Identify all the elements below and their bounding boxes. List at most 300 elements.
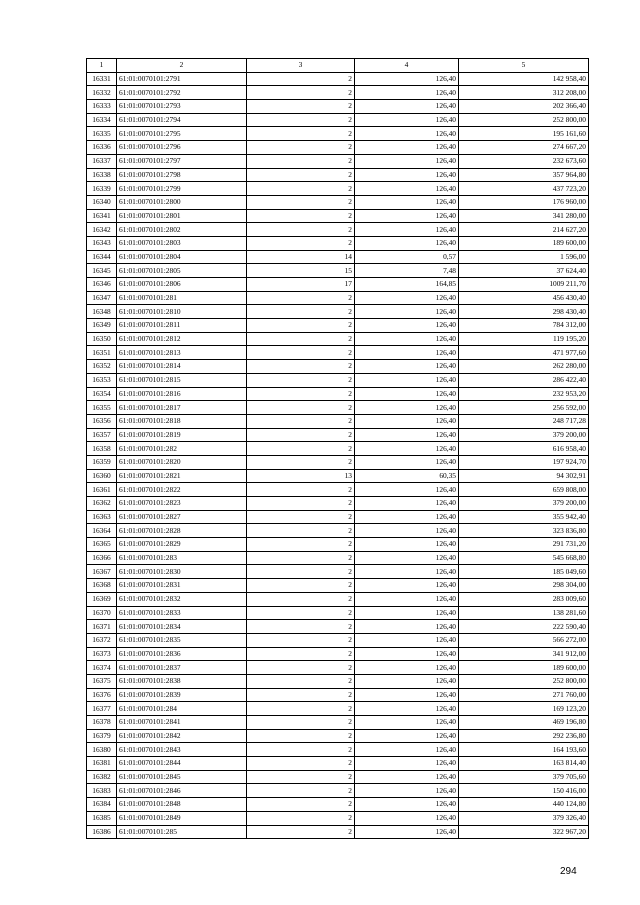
table-cell-col-1: 16347 <box>87 291 117 305</box>
table-cell-col-2: 61:01:0070101:2820 <box>117 455 247 469</box>
table-cell-col-1: 16354 <box>87 387 117 401</box>
table-cell-col-3: 2 <box>247 592 355 606</box>
table-cell-col-5: 357 964,80 <box>459 168 589 182</box>
table-cell-col-4: 126,40 <box>355 442 459 456</box>
table-row <box>87 633 589 647</box>
table-cell-col-5: 469 196,80 <box>459 716 589 730</box>
table-cell-col-2: 61:01:0070101:2811 <box>117 319 247 333</box>
table-cell-col-3: 2 <box>247 633 355 647</box>
table-cell-col-2: 61:01:0070101:2804 <box>117 250 247 264</box>
table-cell-col-5: 202 366,40 <box>459 100 589 114</box>
table-cell-col-1: 16384 <box>87 798 117 812</box>
table-cell-col-5: 323 836,80 <box>459 524 589 538</box>
table-cell-col-4: 126,40 <box>355 127 459 141</box>
table-body <box>87 72 589 839</box>
table-cell-col-2: 61:01:0070101:2821 <box>117 469 247 483</box>
table-cell-col-2: 61:01:0070101:2843 <box>117 743 247 757</box>
table-cell-col-4: 126,40 <box>355 100 459 114</box>
table-row <box>87 469 589 483</box>
table-cell-col-1: 16349 <box>87 319 117 333</box>
table-cell-col-2: 61:01:0070101:2830 <box>117 565 247 579</box>
table-cell-col-5: 232 953,20 <box>459 387 589 401</box>
table-cell-col-4: 126,40 <box>355 113 459 127</box>
table-cell-col-3: 2 <box>247 770 355 784</box>
table-cell-col-5: 659 808,00 <box>459 483 589 497</box>
table-row <box>87 455 589 469</box>
table-cell-col-3: 2 <box>247 319 355 333</box>
table-cell-col-1: 16377 <box>87 702 117 716</box>
table-cell-col-5: 222 590,40 <box>459 620 589 634</box>
table-cell-col-4: 126,40 <box>355 168 459 182</box>
table-cell-col-1: 16386 <box>87 825 117 839</box>
table-cell-col-4: 126,40 <box>355 414 459 428</box>
table-cell-col-1: 16381 <box>87 757 117 771</box>
table-cell-col-1: 16364 <box>87 524 117 538</box>
table-cell-col-4: 126,40 <box>355 346 459 360</box>
header-row <box>87 59 589 73</box>
table-cell-col-2: 61:01:0070101:2795 <box>117 127 247 141</box>
table-cell-col-3: 15 <box>247 264 355 278</box>
table-cell-col-2: 61:01:0070101:2834 <box>117 620 247 634</box>
table-cell-col-2: 61:01:0070101:2803 <box>117 236 247 250</box>
table-cell-col-3: 2 <box>247 661 355 675</box>
table-row <box>87 770 589 784</box>
table-cell-col-3: 2 <box>247 401 355 415</box>
table-cell-col-5: 142 958,40 <box>459 72 589 86</box>
table-cell-col-1: 16358 <box>87 442 117 456</box>
table-cell-col-4: 126,40 <box>355 743 459 757</box>
table-cell-col-3: 2 <box>247 497 355 511</box>
table-cell-col-2: 61:01:0070101:2832 <box>117 592 247 606</box>
table-cell-col-1: 16342 <box>87 223 117 237</box>
table-cell-col-4: 126,40 <box>355 373 459 387</box>
table-cell-col-3: 2 <box>247 182 355 196</box>
table-cell-col-5: 248 717,28 <box>459 414 589 428</box>
table-cell-col-4: 126,40 <box>355 455 459 469</box>
table-cell-col-4: 126,40 <box>355 154 459 168</box>
table-cell-col-5: 283 009,60 <box>459 592 589 606</box>
table-cell-col-1: 16382 <box>87 770 117 784</box>
table-cell-col-5: 341 280,00 <box>459 209 589 223</box>
table-cell-col-1: 16338 <box>87 168 117 182</box>
table-cell-col-4: 60,35 <box>355 469 459 483</box>
table-cell-col-3: 2 <box>247 688 355 702</box>
table-row <box>87 702 589 716</box>
table-cell-col-5: 440 124,80 <box>459 798 589 812</box>
table-cell-col-4: 126,40 <box>355 551 459 565</box>
table-cell-col-5: 616 958,40 <box>459 442 589 456</box>
table-row <box>87 647 589 661</box>
table-cell-col-4: 126,40 <box>355 401 459 415</box>
table-cell-col-1: 16351 <box>87 346 117 360</box>
table-cell-col-2: 61:01:0070101:2842 <box>117 729 247 743</box>
table-cell-col-5: 298 304,00 <box>459 579 589 593</box>
table-cell-col-5: 150 416,00 <box>459 784 589 798</box>
table-cell-col-5: 214 627,20 <box>459 223 589 237</box>
table-cell-col-1: 16345 <box>87 264 117 278</box>
table-cell-col-4: 126,40 <box>355 674 459 688</box>
table-cell-col-4: 126,40 <box>355 86 459 100</box>
table-cell-col-2: 61:01:0070101:2819 <box>117 428 247 442</box>
table-row <box>87 141 589 155</box>
table-cell-col-3: 2 <box>247 455 355 469</box>
table-cell-col-3: 2 <box>247 346 355 360</box>
table-row <box>87 72 589 86</box>
header-col-1: 1 <box>87 59 117 73</box>
table-cell-col-3: 2 <box>247 579 355 593</box>
table-cell-col-5: 119 195,20 <box>459 332 589 346</box>
table-cell-col-4: 126,40 <box>355 291 459 305</box>
table-cell-col-3: 2 <box>247 154 355 168</box>
table-cell-col-3: 2 <box>247 811 355 825</box>
table-cell-col-1: 16356 <box>87 414 117 428</box>
table-cell-col-2: 61:01:0070101:2836 <box>117 647 247 661</box>
table-row <box>87 483 589 497</box>
table-row <box>87 620 589 634</box>
table-cell-col-5: 271 760,00 <box>459 688 589 702</box>
table-cell-col-4: 126,40 <box>355 236 459 250</box>
table-cell-col-3: 2 <box>247 387 355 401</box>
table-cell-col-5: 322 967,20 <box>459 825 589 839</box>
table-cell-col-3: 2 <box>247 127 355 141</box>
table-cell-col-1: 16361 <box>87 483 117 497</box>
table-cell-col-4: 126,40 <box>355 195 459 209</box>
table-cell-col-5: 1 596,00 <box>459 250 589 264</box>
table-cell-col-1: 16367 <box>87 565 117 579</box>
table-row <box>87 757 589 771</box>
table-cell-col-5: 252 800,00 <box>459 674 589 688</box>
table-cell-col-1: 16374 <box>87 661 117 675</box>
table-row <box>87 332 589 346</box>
table-cell-col-2: 61:01:0070101:2797 <box>117 154 247 168</box>
table-cell-col-2: 61:01:0070101:2806 <box>117 278 247 292</box>
table-cell-col-1: 16357 <box>87 428 117 442</box>
table-cell-col-2: 61:01:0070101:282 <box>117 442 247 456</box>
table-cell-col-1: 16378 <box>87 716 117 730</box>
table-cell-col-4: 126,40 <box>355 209 459 223</box>
table-row <box>87 168 589 182</box>
table-cell-col-3: 2 <box>247 702 355 716</box>
table-cell-col-4: 126,40 <box>355 688 459 702</box>
table-cell-col-5: 262 280,00 <box>459 360 589 374</box>
table-row <box>87 346 589 360</box>
table-cell-col-2: 61:01:0070101:2841 <box>117 716 247 730</box>
table-cell-col-2: 61:01:0070101:2801 <box>117 209 247 223</box>
table-cell-col-3: 2 <box>247 113 355 127</box>
table-cell-col-2: 61:01:0070101:2800 <box>117 195 247 209</box>
table-cell-col-3: 2 <box>247 442 355 456</box>
table-cell-col-1: 16368 <box>87 579 117 593</box>
table-cell-col-2: 61:01:0070101:2827 <box>117 510 247 524</box>
table-cell-col-3: 17 <box>247 278 355 292</box>
table-cell-col-1: 16365 <box>87 538 117 552</box>
table-cell-col-5: 566 272,00 <box>459 633 589 647</box>
table-cell-col-2: 61:01:0070101:2818 <box>117 414 247 428</box>
table-cell-col-3: 2 <box>247 538 355 552</box>
table-cell-col-1: 16337 <box>87 154 117 168</box>
table-cell-col-2: 61:01:0070101:2817 <box>117 401 247 415</box>
table-cell-col-2: 61:01:0070101:2799 <box>117 182 247 196</box>
table-cell-col-3: 2 <box>247 332 355 346</box>
table-row <box>87 592 589 606</box>
table-row <box>87 442 589 456</box>
table-cell-col-5: 298 430,40 <box>459 305 589 319</box>
table-cell-col-5: 256 592,00 <box>459 401 589 415</box>
table-row <box>87 414 589 428</box>
table-cell-col-5: 164 193,60 <box>459 743 589 757</box>
table-cell-col-4: 126,40 <box>355 387 459 401</box>
table-cell-col-5: 189 600,00 <box>459 661 589 675</box>
table-cell-col-4: 126,40 <box>355 633 459 647</box>
table-cell-col-3: 2 <box>247 360 355 374</box>
table-cell-col-5: 232 673,60 <box>459 154 589 168</box>
table-cell-col-1: 16360 <box>87 469 117 483</box>
table-cell-col-4: 7,48 <box>355 264 459 278</box>
table-cell-col-5: 169 123,20 <box>459 702 589 716</box>
header-col-4: 4 <box>355 59 459 73</box>
table-cell-col-3: 13 <box>247 469 355 483</box>
table-cell-col-1: 16375 <box>87 674 117 688</box>
table-cell-col-5: 195 161,60 <box>459 127 589 141</box>
table-cell-col-2: 61:01:0070101:2833 <box>117 606 247 620</box>
table-cell-col-1: 16332 <box>87 86 117 100</box>
table-row <box>87 127 589 141</box>
table-cell-col-2: 61:01:0070101:2793 <box>117 100 247 114</box>
table-cell-col-2: 61:01:0070101:2791 <box>117 72 247 86</box>
table-cell-col-3: 2 <box>247 798 355 812</box>
table-cell-col-2: 61:01:0070101:2845 <box>117 770 247 784</box>
table-cell-col-5: 456 430,40 <box>459 291 589 305</box>
table-cell-col-1: 16346 <box>87 278 117 292</box>
table-cell-col-1: 16383 <box>87 784 117 798</box>
table-cell-col-1: 16350 <box>87 332 117 346</box>
table-cell-col-3: 2 <box>247 620 355 634</box>
table-cell-col-4: 126,40 <box>355 579 459 593</box>
table-cell-col-1: 16385 <box>87 811 117 825</box>
table-cell-col-5: 355 942,40 <box>459 510 589 524</box>
data-table <box>86 58 589 839</box>
table-cell-col-3: 2 <box>247 483 355 497</box>
table-cell-col-4: 126,40 <box>355 510 459 524</box>
table-cell-col-4: 126,40 <box>355 428 459 442</box>
table-row <box>87 250 589 264</box>
table-cell-col-1: 16371 <box>87 620 117 634</box>
table-cell-col-5: 312 208,00 <box>459 86 589 100</box>
table-cell-col-2: 61:01:0070101:2838 <box>117 674 247 688</box>
table-cell-col-5: 185 049,60 <box>459 565 589 579</box>
table-cell-col-1: 16353 <box>87 373 117 387</box>
table-row <box>87 716 589 730</box>
table-row <box>87 291 589 305</box>
table-cell-col-4: 126,40 <box>355 483 459 497</box>
table-cell-col-1: 16340 <box>87 195 117 209</box>
table-cell-col-4: 126,40 <box>355 784 459 798</box>
table-cell-col-1: 16341 <box>87 209 117 223</box>
table-cell-col-1: 16331 <box>87 72 117 86</box>
table-cell-col-1: 16355 <box>87 401 117 415</box>
table-cell-col-5: 94 302,91 <box>459 469 589 483</box>
table-cell-col-5: 1009 211,70 <box>459 278 589 292</box>
table-row <box>87 674 589 688</box>
table-cell-col-3: 2 <box>247 784 355 798</box>
table-cell-col-2: 61:01:0070101:2839 <box>117 688 247 702</box>
table-cell-col-4: 126,40 <box>355 182 459 196</box>
table-cell-col-1: 16362 <box>87 497 117 511</box>
table-cell-col-2: 61:01:0070101:2848 <box>117 798 247 812</box>
table-cell-col-3: 2 <box>247 291 355 305</box>
table-cell-col-4: 126,40 <box>355 661 459 675</box>
table-row <box>87 264 589 278</box>
table-cell-col-1: 16370 <box>87 606 117 620</box>
table-cell-col-4: 126,40 <box>355 729 459 743</box>
table-cell-col-1: 16373 <box>87 647 117 661</box>
table-row <box>87 825 589 839</box>
table-cell-col-1: 16372 <box>87 633 117 647</box>
table-cell-col-3: 2 <box>247 716 355 730</box>
table-row <box>87 538 589 552</box>
table-cell-col-2: 61:01:0070101:2802 <box>117 223 247 237</box>
table-cell-col-4: 126,40 <box>355 825 459 839</box>
table-cell-col-5: 379 326,40 <box>459 811 589 825</box>
table-cell-col-3: 2 <box>247 565 355 579</box>
table-cell-col-5: 274 667,20 <box>459 141 589 155</box>
table-cell-col-3: 2 <box>247 72 355 86</box>
table-cell-col-5: 138 281,60 <box>459 606 589 620</box>
table-cell-col-1: 16369 <box>87 592 117 606</box>
table-cell-col-1: 16339 <box>87 182 117 196</box>
table-cell-col-1: 16348 <box>87 305 117 319</box>
table-cell-col-3: 2 <box>247 195 355 209</box>
table-cell-col-2: 61:01:0070101:2846 <box>117 784 247 798</box>
table-row <box>87 743 589 757</box>
table-cell-col-4: 126,40 <box>355 620 459 634</box>
table-cell-col-4: 126,40 <box>355 223 459 237</box>
header-col-5: 5 <box>459 59 589 73</box>
table-cell-col-4: 126,40 <box>355 716 459 730</box>
table-row <box>87 100 589 114</box>
table-cell-col-5: 197 924,70 <box>459 455 589 469</box>
table-cell-col-3: 2 <box>247 606 355 620</box>
table-cell-col-2: 61:01:0070101:2822 <box>117 483 247 497</box>
table-cell-col-4: 126,40 <box>355 811 459 825</box>
table-cell-col-1: 16379 <box>87 729 117 743</box>
table-cell-col-2: 61:01:0070101:2805 <box>117 264 247 278</box>
table-cell-col-2: 61:01:0070101:2849 <box>117 811 247 825</box>
table-cell-col-2: 61:01:0070101:2798 <box>117 168 247 182</box>
table-cell-col-1: 16333 <box>87 100 117 114</box>
table-cell-col-1: 16380 <box>87 743 117 757</box>
table-row <box>87 305 589 319</box>
table-row <box>87 360 589 374</box>
table-row <box>87 688 589 702</box>
table-row <box>87 565 589 579</box>
table-row <box>87 236 589 250</box>
table-cell-col-1: 16363 <box>87 510 117 524</box>
table-row <box>87 319 589 333</box>
page-number: 294 <box>560 866 577 877</box>
table-row <box>87 401 589 415</box>
table-cell-col-4: 126,40 <box>355 332 459 346</box>
table-cell-col-3: 2 <box>247 674 355 688</box>
table-cell-col-5: 292 236,80 <box>459 729 589 743</box>
table-cell-col-4: 126,40 <box>355 702 459 716</box>
table-row <box>87 729 589 743</box>
table-cell-col-5: 379 705,60 <box>459 770 589 784</box>
table-row <box>87 182 589 196</box>
table-cell-col-4: 126,40 <box>355 592 459 606</box>
table-cell-col-3: 2 <box>247 757 355 771</box>
table-cell-col-3: 14 <box>247 250 355 264</box>
table-cell-col-5: 379 200,00 <box>459 497 589 511</box>
table-row <box>87 113 589 127</box>
table-row <box>87 524 589 538</box>
table-row <box>87 510 589 524</box>
table-row <box>87 428 589 442</box>
table-cell-col-4: 126,40 <box>355 770 459 784</box>
table-cell-col-3: 2 <box>247 647 355 661</box>
table-cell-col-2: 61:01:0070101:2837 <box>117 661 247 675</box>
table-cell-col-4: 126,40 <box>355 538 459 552</box>
table-cell-col-1: 16366 <box>87 551 117 565</box>
table-cell-col-2: 61:01:0070101:2815 <box>117 373 247 387</box>
table-cell-col-1: 16344 <box>87 250 117 264</box>
table-cell-col-4: 126,40 <box>355 606 459 620</box>
table-row <box>87 223 589 237</box>
table-cell-col-4: 126,40 <box>355 319 459 333</box>
table-cell-col-1: 16352 <box>87 360 117 374</box>
table-cell-col-2: 61:01:0070101:2823 <box>117 497 247 511</box>
table-cell-col-4: 126,40 <box>355 565 459 579</box>
table-cell-col-3: 2 <box>247 100 355 114</box>
table-cell-col-4: 126,40 <box>355 305 459 319</box>
table-row <box>87 387 589 401</box>
table-row <box>87 579 589 593</box>
table-cell-col-3: 2 <box>247 86 355 100</box>
table-cell-col-3: 2 <box>247 510 355 524</box>
table-row <box>87 811 589 825</box>
table-cell-col-3: 2 <box>247 223 355 237</box>
table-cell-col-3: 2 <box>247 524 355 538</box>
table-cell-col-4: 0,57 <box>355 250 459 264</box>
table-cell-col-2: 61:01:0070101:2844 <box>117 757 247 771</box>
table-row <box>87 606 589 620</box>
table-cell-col-2: 61:01:0070101:2831 <box>117 579 247 593</box>
table-cell-col-2: 61:01:0070101:2796 <box>117 141 247 155</box>
table-row <box>87 154 589 168</box>
table-row <box>87 497 589 511</box>
table-cell-col-4: 126,40 <box>355 524 459 538</box>
table-cell-col-3: 2 <box>247 551 355 565</box>
table-cell-col-4: 164,85 <box>355 278 459 292</box>
table-cell-col-3: 2 <box>247 373 355 387</box>
header-col-3: 3 <box>247 59 355 73</box>
table-row <box>87 86 589 100</box>
table-cell-col-1: 16359 <box>87 455 117 469</box>
table-cell-col-3: 2 <box>247 743 355 757</box>
table-cell-col-2: 61:01:0070101:2816 <box>117 387 247 401</box>
table-cell-col-1: 16376 <box>87 688 117 702</box>
table-cell-col-5: 163 814,40 <box>459 757 589 771</box>
table-row <box>87 373 589 387</box>
table-cell-col-2: 61:01:0070101:2828 <box>117 524 247 538</box>
table-cell-col-3: 2 <box>247 825 355 839</box>
table-cell-col-2: 61:01:0070101:2813 <box>117 346 247 360</box>
table-cell-col-5: 37 624,40 <box>459 264 589 278</box>
table-cell-col-2: 61:01:0070101:2794 <box>117 113 247 127</box>
table-cell-col-5: 252 800,00 <box>459 113 589 127</box>
table-cell-col-5: 341 912,00 <box>459 647 589 661</box>
header-col-2: 2 <box>117 59 247 73</box>
